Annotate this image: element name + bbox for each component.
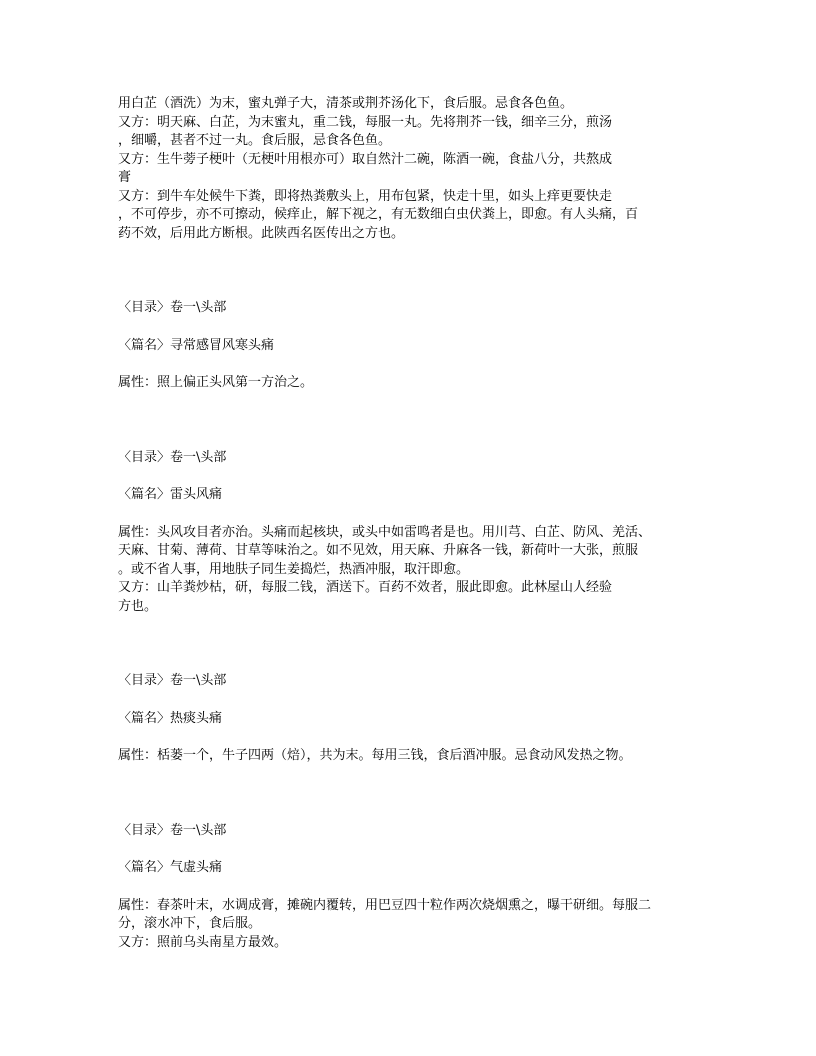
spacer: [118, 355, 708, 374]
text-line: 药不效，后用此方断根。此陕西名医传出之方也。: [118, 225, 405, 241]
spacer: [118, 728, 708, 747]
spacer: [118, 318, 708, 337]
text-line: 分，滚水冲下，食后服。: [118, 916, 262, 931]
text-line: 方也。: [118, 598, 158, 614]
intro-section: [118, 95, 708, 243]
catalog-heading: 〈目录〉卷一\头部: [118, 673, 227, 688]
spacer: [118, 840, 708, 859]
text-line: 膏: [118, 170, 132, 185]
catalog-heading: 〈目录〉卷一\头部: [118, 449, 227, 465]
catalog-heading: 〈目录〉卷一\头部: [118, 822, 227, 838]
text-line: 又方：明天麻、白芷，为末蜜丸，重二钱，每服一丸。先将荆芥一钱，细辛三分，煎汤: [118, 114, 613, 130]
text-line: 属性：栝蒌一个，牛子四两（焙），共为末。每用三钱，食后酒冲服。忌食动风发热之物。: [118, 748, 632, 763]
text-line: 。或不省人事，用地肤子同生姜捣烂，热酒冲服，取汗即愈。: [118, 561, 470, 577]
spacer: [118, 691, 708, 710]
text-line: 又方：山羊粪炒枯，研，每服二钱，酒送下。百药不效者，服此即愈。此林屋山人经验: [118, 580, 613, 595]
spacer: [118, 878, 708, 897]
entry-title: 〈篇名〉寻常感冒风寒头痛: [118, 337, 275, 353]
spacer: [118, 766, 708, 822]
text-line: ，不可停步，亦不可擦动，候痒止，解下视之，有无数细白虫伏粪上，即愈。有人头痛，百: [118, 207, 639, 222]
spacer: [118, 467, 708, 486]
text-line: 又方：照前乌头南星方最效。: [118, 934, 288, 950]
entry: [118, 672, 708, 766]
spacer: [118, 505, 708, 524]
spacer: [118, 393, 708, 449]
spacer: [118, 243, 708, 299]
spacer: [118, 616, 708, 672]
text-line: 属性：头风攻目者亦治。头痛而起核块，或头中如雷鸣者是也。用川芎、白芷、防风、羌活、: [118, 524, 652, 540]
document-page: [118, 95, 708, 952]
text-line: 天麻、甘菊、薄荷、甘草等味治之。如不见效，用天麻、升麻各一钱，新荷叶一大张，煎服: [118, 543, 639, 558]
entry-title: 〈篇名〉雷头风痛: [118, 487, 223, 502]
text-line: 属性：春茶叶末，水调成膏，摊碗内覆转，用巴豆四十粒作两次烧烟熏之，曝干研细。每服二: [118, 897, 652, 913]
text-line: 又方：到牛车处候牛下粪，即将热粪敷头上，用布包紧，快走十里，如头上痒更要快走: [118, 188, 613, 204]
entry-title: 〈篇名〉气虚头痛: [118, 860, 223, 875]
entry: [118, 299, 708, 393]
text-line: 又方：生牛蒡子梗叶（无梗叶用根亦可）取自然汁二碗，陈酒一碗，食盐八分，共熬成: [118, 151, 613, 167]
text-line: 属性：照上偏正头风第一方治之。: [118, 375, 314, 390]
entry: [118, 449, 708, 617]
catalog-heading: 〈目录〉卷一\头部: [118, 300, 227, 315]
entry-title: 〈篇名〉热痰头痛: [118, 710, 223, 726]
text-line: 用白芷（酒洗）为末，蜜丸弹子大，清茶或荆芥汤化下，食后服。忌食各色鱼。: [118, 96, 574, 111]
entry: [118, 822, 708, 953]
text-line: ，细嚼，甚者不过一丸。食后服，忌食各色鱼。: [118, 133, 392, 148]
